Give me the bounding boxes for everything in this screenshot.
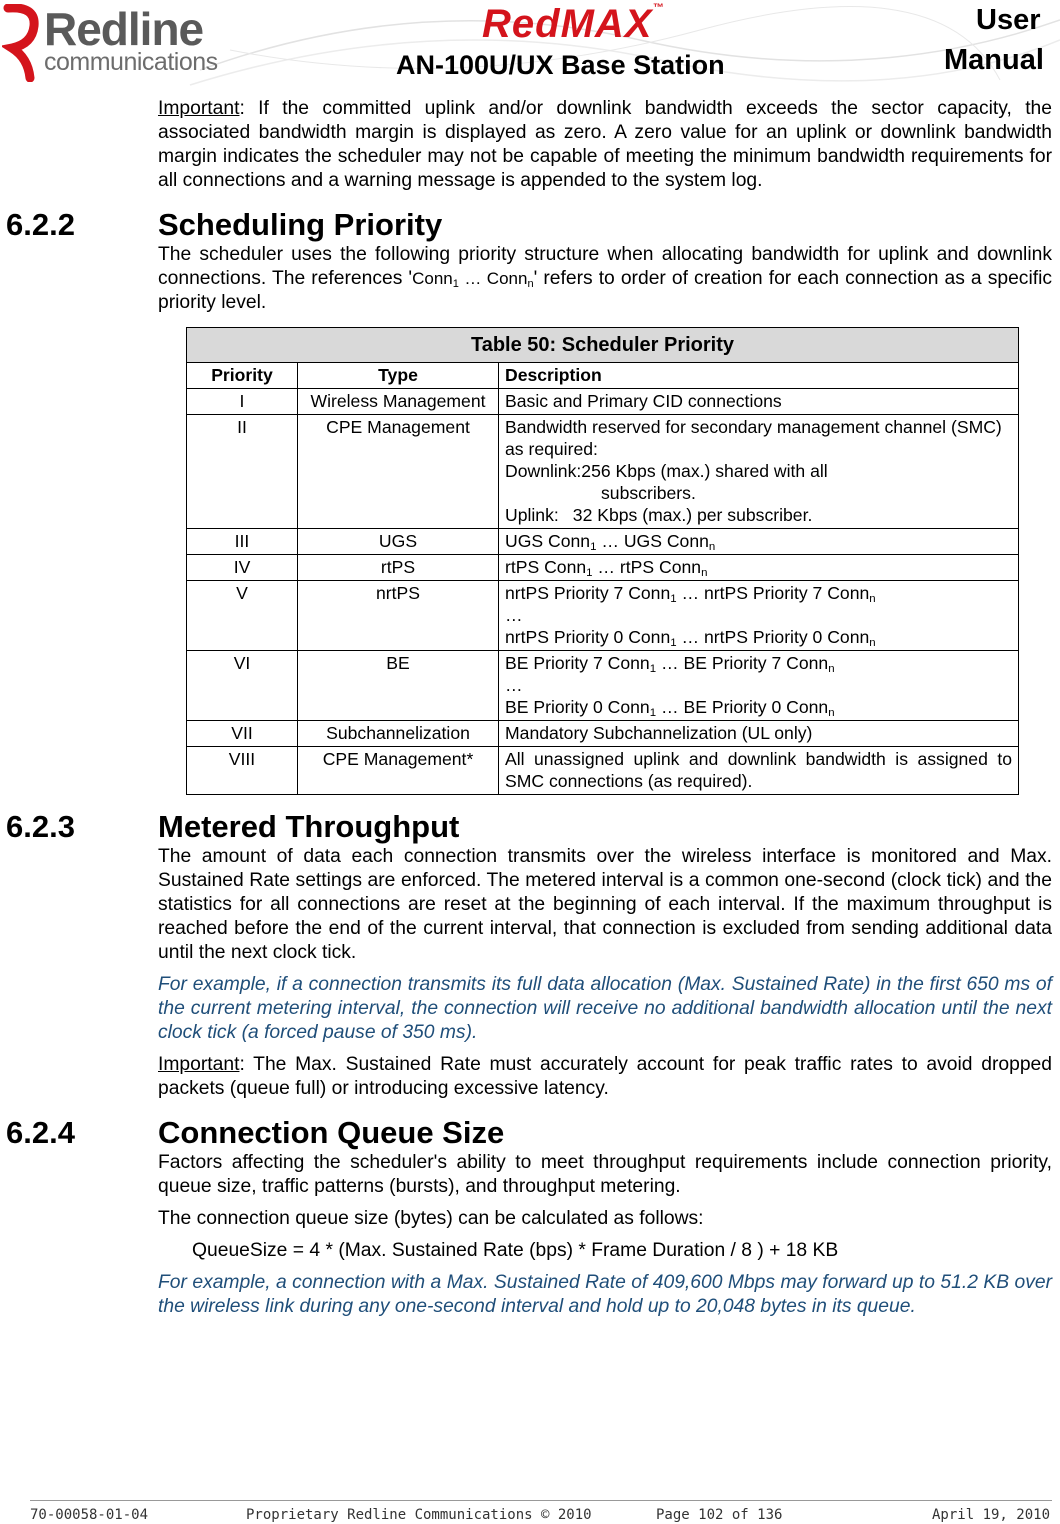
subscript: 1 [452,278,459,290]
subscript: 1 [590,541,597,553]
desc-line [505,504,1012,526]
type-cell: Subchannelization [298,721,499,747]
text-span: ' refers to order of creation for each connection as a specific priority level. [158,268,1053,313]
text-span: … nrtPS Priority 7 Conn [676,583,870,603]
subscript: n [828,707,835,719]
section-number: 6.2.4 [6,1115,75,1150]
section-heading-6-2-4 [6,1115,1052,1151]
section-heading-6-2-3 [6,809,1052,845]
description-cell: Basic and Primary CID connections [499,389,1019,415]
description-cell [499,651,1019,721]
type-cell: BE [298,651,499,721]
desc-line [505,626,1012,648]
table-row [187,721,1019,747]
type-cell: nrtPS [298,581,499,651]
section-heading-6-2-2 [6,207,1052,243]
description-cell: All unassigned uplink and downlink bandwidth is assigned to SMC connections (as required). [499,747,1019,795]
priority-cell: III [187,529,298,555]
caption-title: : Scheduler Priority [549,334,735,356]
text-span: The scheduler uses the following priority structure when allocating bandwidth for uplink and downlink connections. The references ' [158,244,1052,289]
priority-cell: VII [187,721,298,747]
text-span: rtPS Conn [505,557,587,577]
important-note-sustained-rate [158,1053,1052,1101]
column-header: Type [298,363,499,389]
desc-line [505,652,1012,674]
subscript: 1 [586,567,593,579]
description-cell [499,529,1019,555]
table-header-row [187,363,1019,389]
type-cell: Wireless Management [298,389,499,415]
important-label: Important [158,1054,240,1075]
metered-throughput-example: For example, if a connection transmits its full data allocation (Max. Sustained Rate) in the first 650 ms of the current metering interval, the connection will receive no additional bandwidth allocation until the next clock tick (a forced pause of 350 ms). [158,974,1052,1043]
queue-size-factors: Factors affecting the scheduler's ability to meet throughput requirements include connection priority, queue size, traffic patterns (bursts), and throughput metering. [158,1152,1052,1197]
text-span: Downlink: [505,461,582,481]
queue-size-example: For example, a connection with a Max. Sustained Rate of 409,600 Mbps may forward up to 51.2 KB over the wireless link during any one-second interval and hold up to 20,048 bytes in its queue. [158,1272,1052,1317]
redline-logo-icon [2,4,44,82]
subscript: n [828,663,835,675]
type-cell: CPE Management [298,415,499,529]
footer-date: April 19, 2010 [932,1507,1051,1523]
desc-line [505,582,1012,604]
desc-line: Bandwidth reserved for secondary management channel (SMC) as required: [505,417,1002,459]
brand-max: MAX [560,2,653,46]
desc-line [505,482,1012,504]
priority-cell: VIII [187,747,298,795]
text-span: … nrtPS Priority 0 Conn [676,627,870,647]
desc-line [505,696,1012,718]
description-cell [499,555,1019,581]
subscript: 1 [649,663,657,675]
text-span: Conn [486,269,528,288]
logo-subtitle: communications [44,48,218,76]
description-cell [499,415,1019,529]
text-span: 32 Kbps (max.) per subscriber. [572,505,813,525]
text-span: Conn [412,269,453,288]
section-number: 6.2.2 [6,207,75,242]
text-span: UGS Conn [505,531,591,551]
text-span: … BE Priority 7 Conn [656,653,829,673]
subscript: n [701,567,708,579]
caption-prefix: Table 50 [470,334,550,356]
table-row [187,555,1019,581]
table-row [187,581,1019,651]
type-cell: rtPS [298,555,499,581]
logo-wordmark: Redline [44,3,204,55]
subscript: n [708,541,716,553]
page-footer [30,1500,1052,1523]
table-caption [187,328,1019,363]
text-span: … [458,269,487,288]
conn-ref [412,269,533,288]
priority-cell: II [187,415,298,529]
desc-line: … [505,675,523,695]
description-cell: Mandatory Subchannelization (UL only) [499,721,1019,747]
queue-size-intro: The connection queue size (bytes) can be calculated as follows: [158,1208,704,1229]
subscript: 1 [670,593,677,605]
description-cell [499,581,1019,651]
queue-size-formula: QueueSize = 4 * (Max. Sustained Rate (bps) * Frame Duration / 8 ) + 18 KB [192,1240,839,1261]
desc-line [505,460,1012,482]
important-note-bandwidth [158,97,1052,193]
priority-cell: V [187,581,298,651]
priority-cell: IV [187,555,298,581]
footer-doc-id: 70-00058-01-04 [30,1507,149,1523]
important-label: Important [158,98,240,119]
table-row [187,415,1019,529]
text-span: BE Priority 0 Conn [505,697,650,717]
text-span: Uplink: [505,505,559,525]
text-span: nrtPS Priority 7 Conn [505,583,671,603]
text-span: … rtPS Conn [592,557,702,577]
type-cell: UGS [298,529,499,555]
footer-page-number: Page 102 of 136 [656,1507,783,1523]
table-row [187,529,1019,555]
subscript: n [527,278,534,290]
brand-red: Red [482,2,561,46]
manual-title-line1: User [976,4,1041,36]
section-title: Scheduling Priority [158,207,443,242]
manual-title-line2: Manual [944,44,1044,76]
subscript: 1 [670,637,677,649]
text-span: … UGS Conn [596,531,709,551]
important-text: : If the committed uplink and/or downlink bandwidth exceeds the sector capacity, the associated bandwidth margin is displayed as zero. A zero value for an uplink or downlink bandwidth margin indicates the scheduler may not be capable of meeting the minimum bandwidth requirements for all connections and a warning message is appended to the system log. [158,98,1052,191]
metered-throughput-body: The amount of data each connection transmits over the wireless interface is monitored and Max. Sustained Rate settings are enforced. The metered interval is a common one-second (clock tick) and the statistics for all connections are reset at the beginning of each interval. If the maximum throughput is reached before the end of the current interval, that connection is excluded from sending additional data until the next clock tick. [158,846,1052,963]
column-header: Description [499,363,1019,389]
footer-copyright: Proprietary Redline Communications © 2010 [246,1507,592,1523]
table-row [187,389,1019,415]
redmax-brand [482,2,664,47]
subscript: n [869,637,876,649]
text-span: 256 Kbps (max.) shared with all [581,461,828,481]
type-cell: CPE Management* [298,747,499,795]
text-span: subscribers. [601,483,696,503]
text-span: nrtPS Priority 0 Conn [505,627,671,647]
section-number: 6.2.3 [6,809,75,844]
brand-trademark: ™ [652,2,665,14]
table-row [187,747,1019,795]
page-header [0,0,1060,95]
subscript: 1 [649,707,657,719]
section-title: Connection Queue Size [158,1115,505,1150]
section-title: Metered Throughput [158,809,460,844]
important-text: : The Max. Sustained Rate must accurately account for peak traffic rates to avoid dropped packets (queue full) or introducing excessive latency. [158,1054,1052,1099]
scheduling-priority-intro [158,243,1052,315]
subscript: n [869,593,876,605]
table-row [187,651,1019,721]
text-span: BE Priority 7 Conn [505,653,650,673]
desc-line: … [505,605,523,625]
table-caption-row [187,328,1019,363]
priority-cell: I [187,389,298,415]
priority-cell: VI [187,651,298,721]
text-span: … BE Priority 0 Conn [656,697,829,717]
product-name: AN-100U/UX Base Station [396,50,725,80]
scheduler-priority-table [186,327,1019,795]
page-content [6,97,1053,1327]
column-header: Priority [187,363,298,389]
